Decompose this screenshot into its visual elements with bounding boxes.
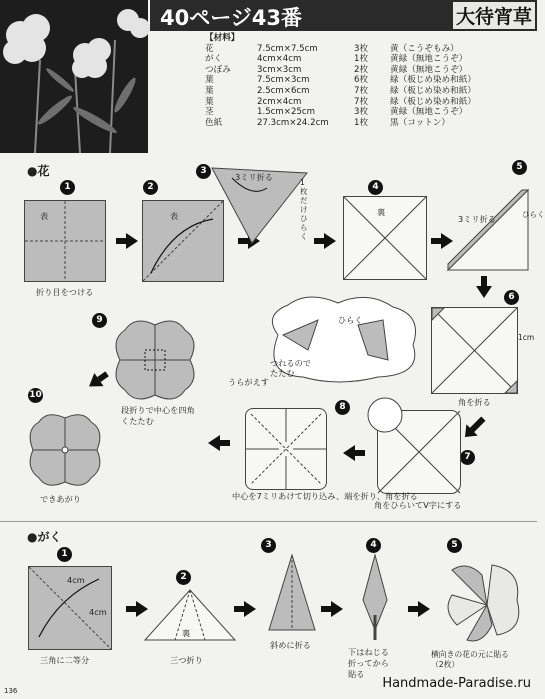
- materials-cell: 3cm×3cm: [257, 64, 302, 75]
- watermark: Handmade-Paradise.ru: [382, 676, 531, 691]
- fold-note: ひらく: [522, 210, 545, 219]
- materials-cell: 7枚: [354, 85, 369, 96]
- flower-step8-square: [245, 408, 327, 490]
- step-caption: 段折りで中心を四角くたたむ: [121, 405, 195, 426]
- paper-side-label: 表: [40, 211, 49, 221]
- materials-row: [205, 75, 476, 86]
- page-number: 136: [4, 687, 18, 695]
- paper-side-label: 表: [170, 211, 179, 221]
- fold-note: うらがえす: [228, 377, 269, 387]
- materials-cell: 黄緑（無地こうぞ）: [390, 64, 468, 75]
- fold-note: 3ミリ折る: [458, 214, 496, 224]
- step-number: 8: [335, 400, 350, 415]
- materials-cell: 色紙: [205, 117, 223, 128]
- step-number: 7: [460, 450, 475, 465]
- materials-cell: 7.5cm×3cm: [257, 75, 310, 86]
- next-arrow: [343, 445, 355, 461]
- zoom-circle: [365, 395, 405, 435]
- materials-cell: つぼみ: [205, 64, 231, 75]
- materials-cell: 7枚: [354, 96, 369, 107]
- materials-list: [205, 33, 535, 128]
- materials-cell: 1枚: [354, 54, 369, 65]
- next-arrow: [476, 286, 492, 298]
- calyx-section-heading: ●がく: [27, 530, 62, 544]
- materials-heading: 【材料】: [205, 33, 240, 43]
- materials-cell: 2.5cm×6cm: [257, 85, 310, 96]
- materials-cell: 緑（板じめ染め和紙）: [390, 75, 476, 86]
- plant-name: 大待宵草: [453, 2, 535, 29]
- calyx-step1-square: [28, 566, 112, 650]
- fold-note: つれるのでたたむ: [270, 358, 311, 378]
- step-caption-line1: 中心を7ミリあけて切り込み、端を折り、角を折る: [232, 491, 418, 501]
- step-number: 6: [504, 290, 519, 305]
- materials-cell: 葉: [205, 85, 214, 96]
- next-arrow: [331, 601, 343, 617]
- section-divider: [0, 521, 537, 522]
- materials-cell: 2cm×4cm: [257, 96, 302, 107]
- step-caption: 三つ折り: [170, 655, 203, 665]
- materials-cell: 花: [205, 43, 214, 54]
- calyx-step4-shape: [360, 555, 390, 640]
- materials-cell: がく: [205, 54, 223, 65]
- flower-step4-square: [343, 196, 427, 280]
- page-title: 40ページ43番: [160, 6, 303, 30]
- materials-row: [205, 97, 476, 108]
- fold-lines: [432, 308, 517, 393]
- step-caption: 角をひらいてV字にする: [374, 500, 462, 510]
- step-number: 1: [60, 180, 75, 195]
- flower-photo: [0, 0, 148, 153]
- fold-note: ひらく: [338, 315, 363, 325]
- materials-table: [205, 44, 476, 129]
- step-caption: 斜めに折る: [270, 640, 311, 650]
- paper-side-label: 裏: [182, 628, 191, 638]
- next-arrow: [324, 233, 336, 249]
- step-number: 9: [92, 313, 107, 328]
- step-number: 4: [366, 538, 381, 553]
- fold-lines: [143, 201, 223, 281]
- flower-step6-square: [431, 307, 518, 394]
- materials-cell: 黄緑（無地こうぞ）: [390, 54, 468, 65]
- materials-cell: 葉: [205, 96, 214, 107]
- step-caption: 三角に二等分: [40, 655, 90, 665]
- paper-side-label: 裏: [377, 207, 386, 217]
- calyx-step5-shape: [437, 555, 527, 645]
- materials-cell: 3枚: [354, 107, 369, 118]
- materials-row: [205, 107, 476, 118]
- next-arrow: [84, 373, 103, 393]
- step-number: 2: [176, 570, 191, 585]
- materials-cell: 茎: [205, 107, 214, 118]
- flower-photo-illustration: [0, 0, 148, 153]
- materials-cell: 7.5cm×7.5cm: [257, 43, 318, 54]
- flower-step1-square: [24, 200, 106, 282]
- materials-cell: 黒（コットン）: [390, 117, 450, 128]
- step-number: 3: [261, 538, 276, 553]
- step-number: 4: [368, 180, 383, 195]
- next-arrow: [126, 233, 138, 249]
- materials-cell: 3枚: [354, 43, 369, 54]
- step-caption: 角を折る: [458, 397, 491, 407]
- size-label: 4cm: [89, 607, 107, 617]
- step-caption: できあがり: [40, 494, 81, 504]
- step-caption: 折り目をつける: [36, 287, 94, 297]
- materials-row: [205, 86, 476, 97]
- step-number: 3: [196, 164, 211, 179]
- materials-cell: 黄緑（無地こうぞ）: [390, 107, 468, 118]
- materials-row: [205, 44, 476, 55]
- materials-row: [205, 54, 476, 65]
- next-arrow: [208, 435, 220, 451]
- flower-finished-shape: [25, 410, 105, 490]
- materials-cell: 1.5cm×25cm: [257, 107, 315, 118]
- step-caption: 横向きの花の元に貼る（2枚）: [431, 650, 509, 669]
- fold-note: 3ミリ折る: [235, 172, 273, 182]
- step-number: 1: [57, 547, 72, 562]
- step-number: 2: [143, 180, 158, 195]
- calyx-step3-shape: [267, 555, 317, 635]
- step-number: 5: [512, 160, 527, 175]
- measure-note: 1cm: [518, 333, 535, 342]
- fold-lines: [25, 201, 105, 281]
- size-label: 4cm: [67, 575, 85, 585]
- materials-cell: 黄（こうぞもみ）: [390, 43, 459, 54]
- next-arrow: [469, 417, 486, 434]
- materials-cell: 葉: [205, 75, 214, 86]
- materials-cell: 6枚: [354, 75, 369, 86]
- materials-cell: 27.3cm×24.2cm: [257, 117, 329, 128]
- materials-cell: 2枚: [354, 64, 369, 75]
- step-caption: 下はねじる折ってから貼る: [348, 647, 389, 679]
- materials-cell: 1枚: [354, 117, 369, 128]
- fold-note: 1枚だけひらく: [300, 178, 308, 241]
- materials-cell: 4cm×4cm: [257, 54, 302, 65]
- step-number: 10: [28, 388, 43, 403]
- materials-row: [205, 118, 476, 129]
- materials-cell: 緑（板じめ染め和紙）: [390, 85, 476, 96]
- next-arrow: [244, 601, 256, 617]
- materials-row: [205, 65, 476, 76]
- flower-step5-triangle: [448, 190, 533, 275]
- cut-lines: [246, 409, 326, 489]
- materials-cell: 緑（板じめ染め和紙）: [390, 96, 476, 107]
- step-number: 5: [447, 538, 462, 553]
- next-arrow: [418, 601, 430, 617]
- flower-section-heading: ●花: [27, 164, 50, 178]
- flower-step9-shape: [110, 315, 200, 405]
